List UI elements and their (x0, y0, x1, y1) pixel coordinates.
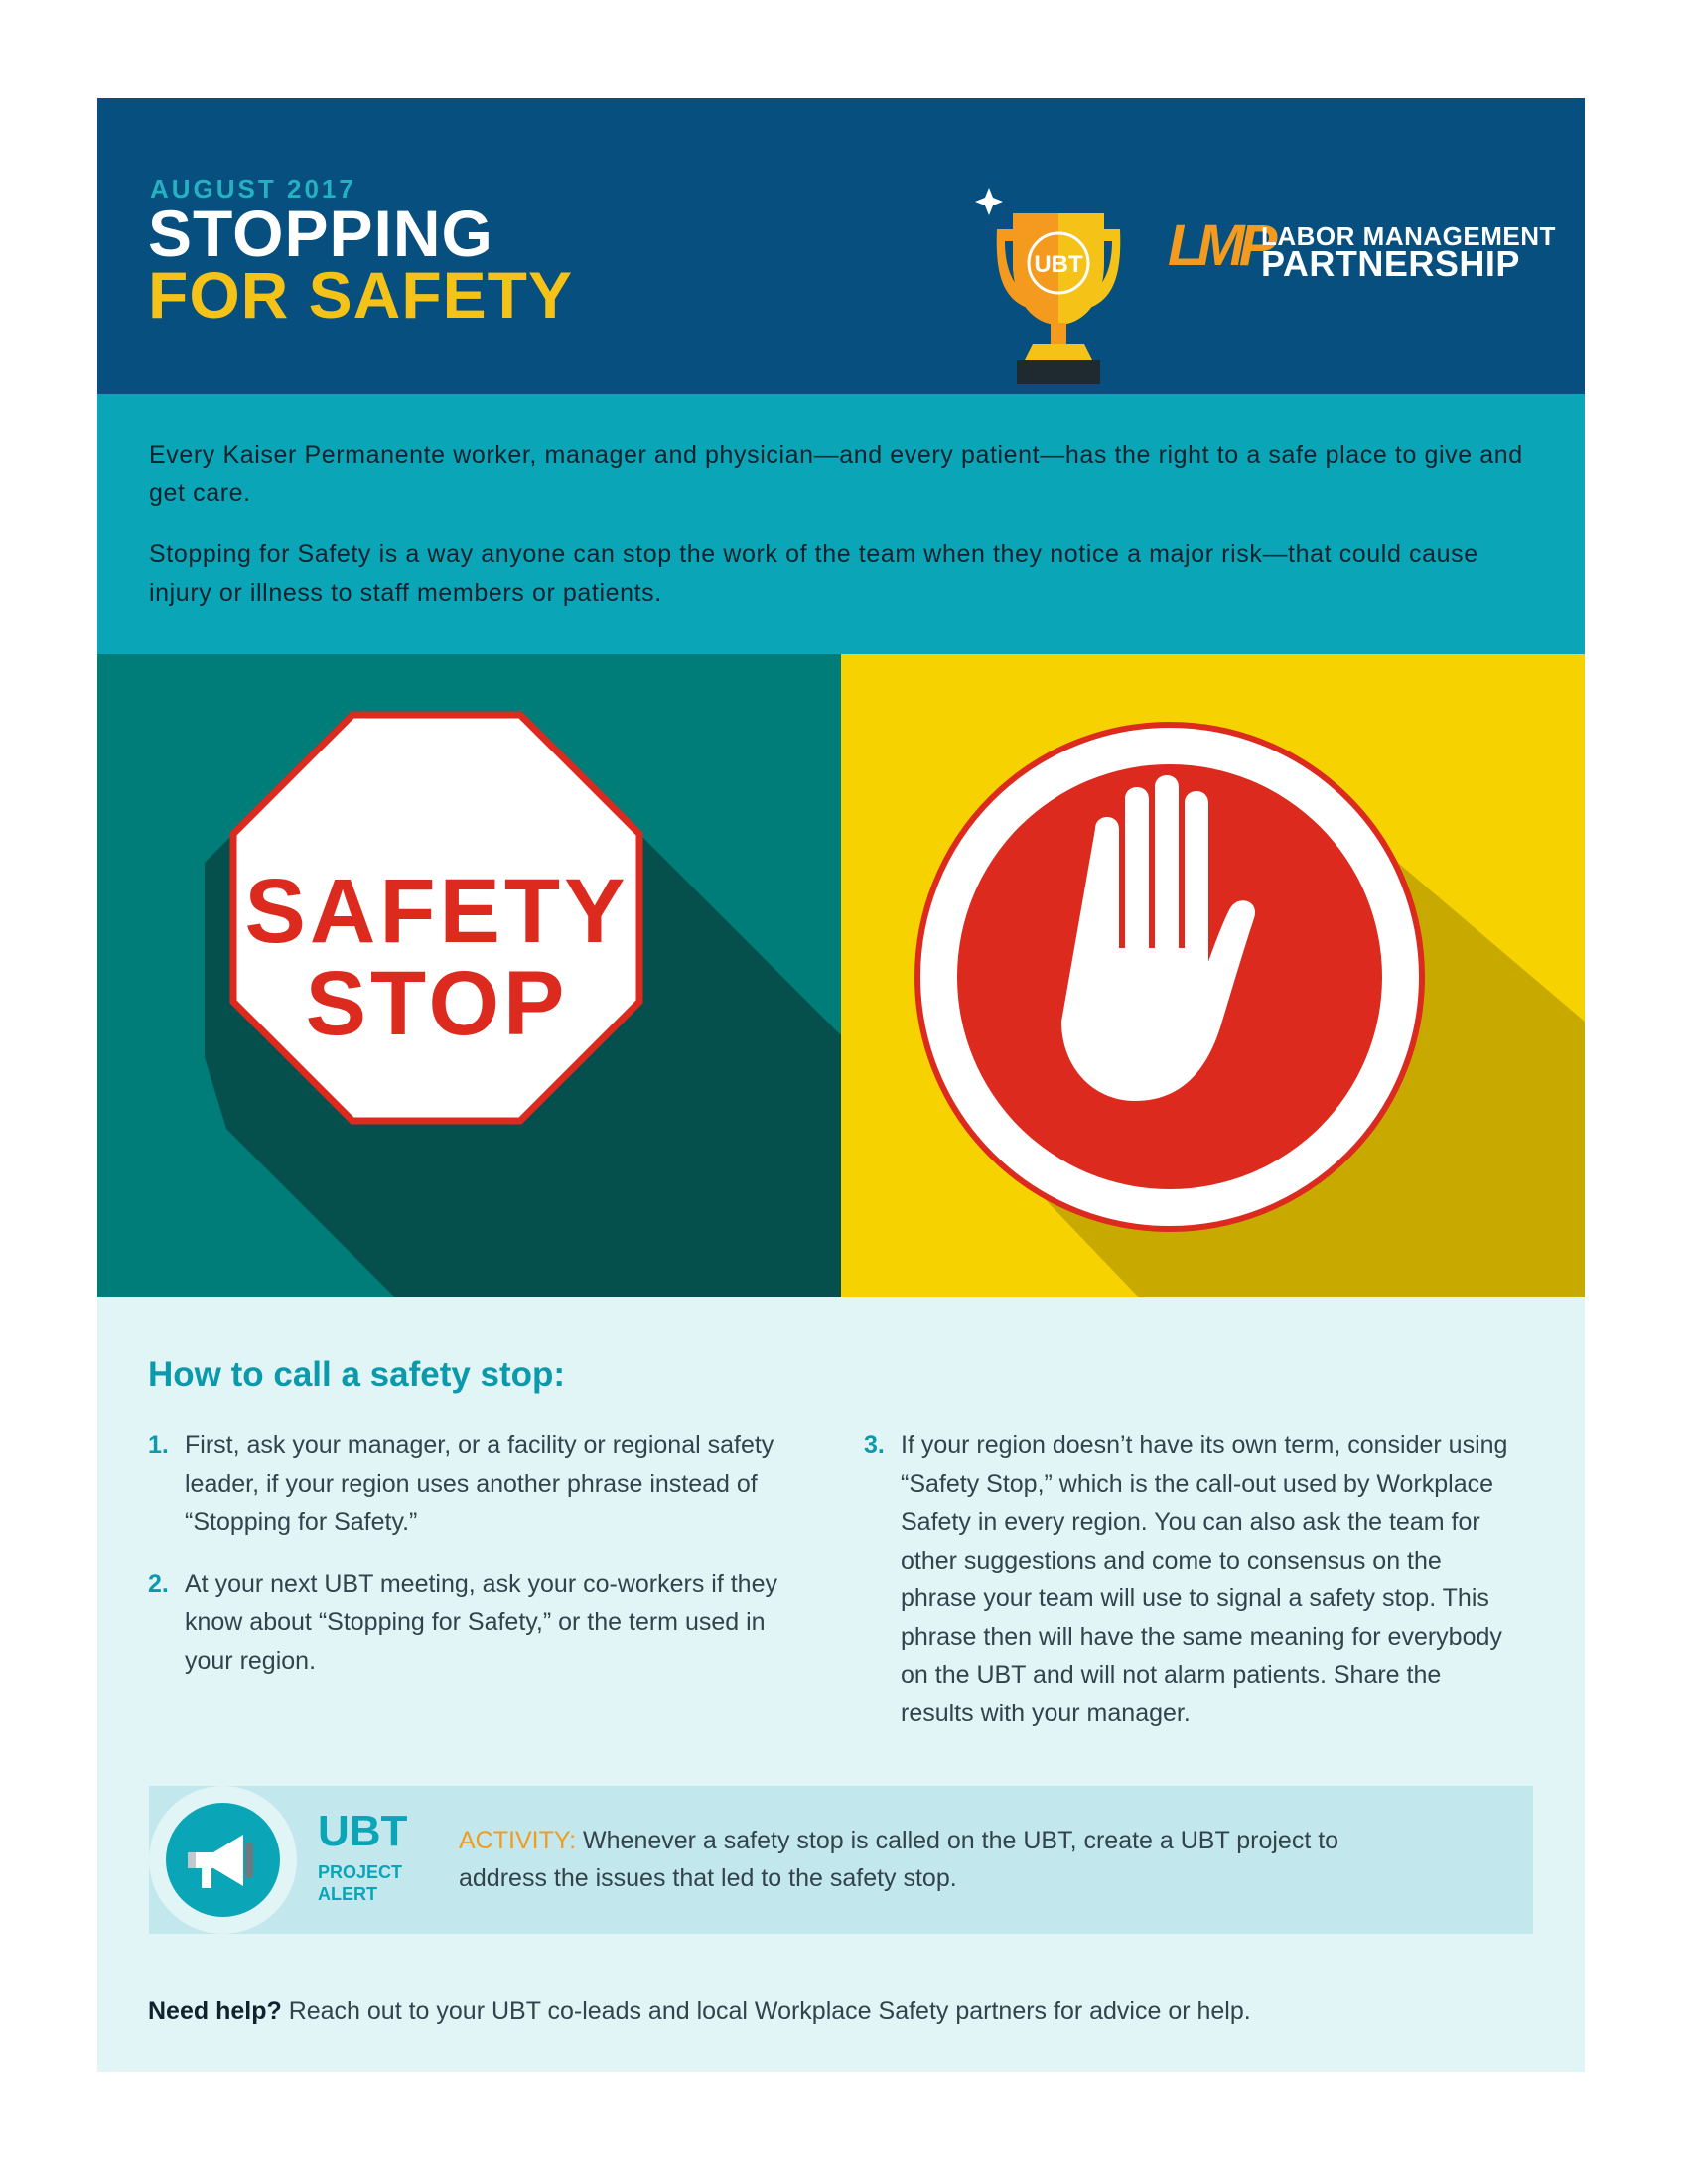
steps-list-left (148, 1427, 803, 1704)
stop-hand-panel (841, 654, 1585, 1297)
lmp-logo-mark: LMP (1168, 213, 1272, 278)
ubt-project-alert (149, 1786, 1533, 1934)
stop-hand-icon (841, 654, 1585, 1297)
step-number: 2. (148, 1570, 169, 1598)
list-item (148, 1427, 803, 1542)
how-to-heading: How to call a safety stop: (148, 1355, 566, 1394)
issue-date: AUGUST 2017 (150, 174, 356, 204)
sign-text-line1: SAFETY (244, 861, 630, 962)
help-text: Reach out to your UBT co-leads and local Workplace Safety partners for advice or help. (281, 1997, 1251, 2025)
page-title-line1: STOPPING (148, 197, 493, 270)
trophy-icon (959, 178, 1158, 396)
image-panels (97, 654, 1585, 1297)
step-text: First, ask your manager, or a facility or regional safety leader, if your region uses another phrase instead of “Stopping for Safety.” (185, 1432, 774, 1536)
lmp-logo (1168, 213, 1585, 284)
alert-ubt-label: UBT (318, 1807, 408, 1855)
intro-paragraph-2: Stopping for Safety is a way anyone can stop the work of the team when they notice a major risk—that could cause injury or illness to staff members or patients. (149, 540, 1478, 607)
sign-text-line2: STOP (305, 953, 569, 1054)
lmp-logo-line2: PARTNERSHIP (1261, 243, 1520, 284)
trophy-badge-text: UBT (1034, 251, 1083, 278)
list-item (864, 1427, 1519, 1732)
intro-paragraph-1: Every Kaiser Permanente worker, manager and physician—and every patient—has the right to a safe place to give and get care. (149, 441, 1523, 507)
step-number: 3. (864, 1432, 885, 1459)
stop-sign-icon (97, 654, 841, 1297)
alert-sub-line2: ALERT (318, 1884, 377, 1904)
activity-description: Whenever a safety stop is called on the UBT, create a UBT project to address the issues that led to the safety stop. (459, 1827, 1339, 1892)
flyer-page (97, 98, 1585, 2072)
alert-badge (149, 1786, 297, 1934)
steps-list-right (864, 1427, 1519, 1756)
alert-sub-label (318, 1861, 427, 1905)
alert-activity-text (459, 1822, 1412, 1897)
stop-sign-panel (97, 654, 841, 1297)
lmp-logo-line1: LABOR MANAGEMENT (1261, 221, 1556, 251)
help-label: Need help? (148, 1997, 282, 2025)
alert-sub-line1: PROJECT (318, 1862, 403, 1882)
intro-band (97, 394, 1585, 654)
step-text: At your next UBT meeting, ask your co-workers if they know about “Stopping for Safety,” or the term used in your region. (185, 1570, 777, 1675)
list-item (148, 1566, 803, 1681)
header-banner (97, 98, 1585, 394)
page-title-line2: FOR SAFETY (148, 258, 574, 332)
megaphone-icon (166, 1803, 280, 1917)
step-number: 1. (148, 1432, 169, 1459)
activity-label: ACTIVITY: (459, 1827, 577, 1854)
step-text: If your region doesn’t have its own term, consider using “Safety Stop,” which is the call-out used by Workplace Safety in every region. You can also ask the team for other suggestions and come to consensus on the phrase your team will use to signal a safety stop. This phrase then will have the same meaning for everybody on the UBT and will not alarm patients. Share the results with your manager. (901, 1432, 1508, 1727)
help-line (148, 1997, 1251, 2026)
how-to-section (97, 1297, 1585, 2072)
